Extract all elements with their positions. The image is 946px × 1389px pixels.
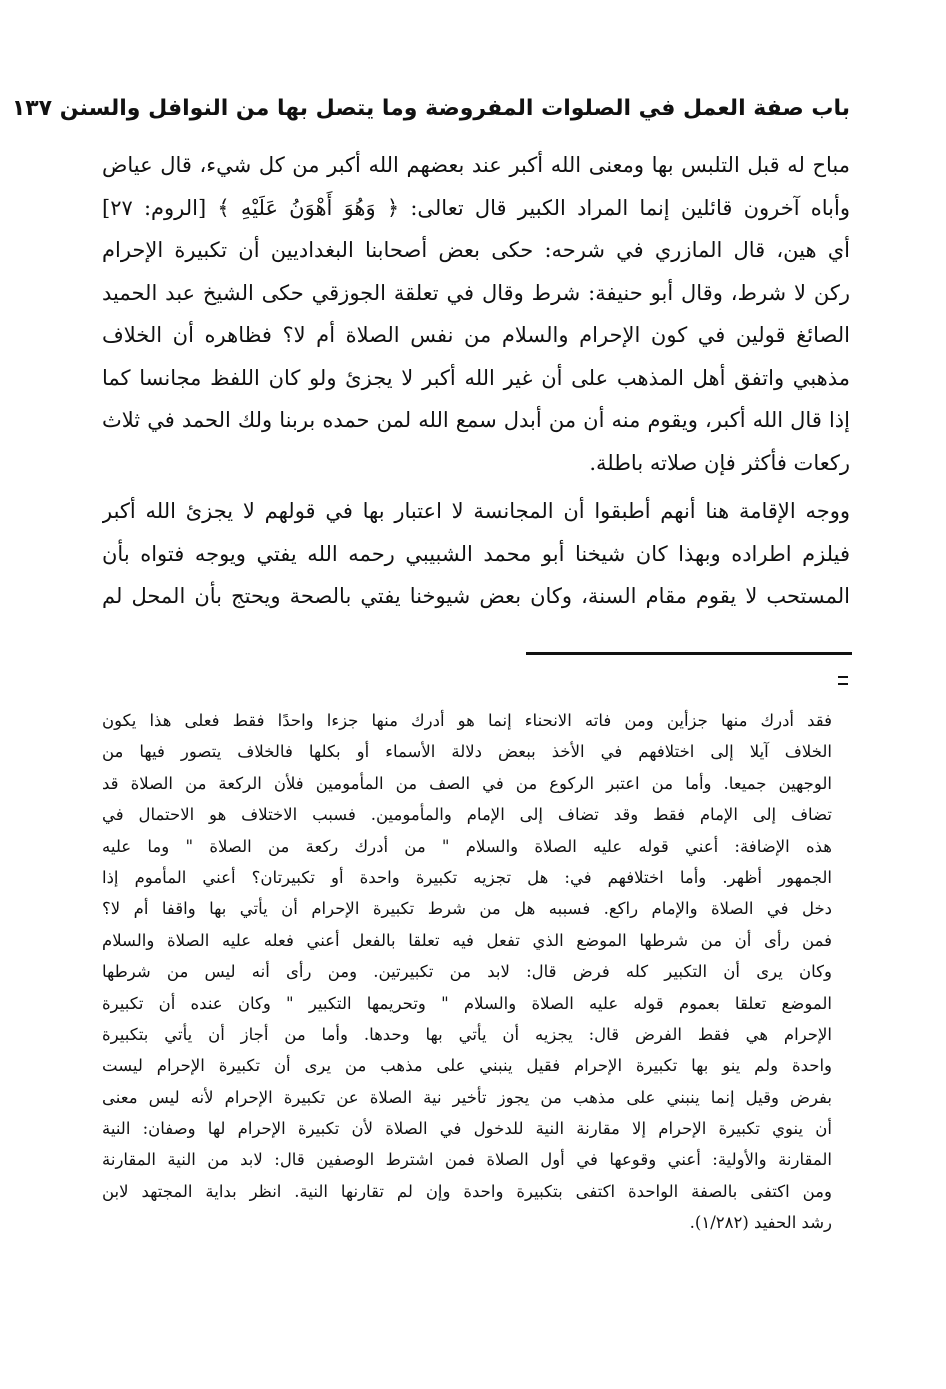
- footnote-line: وكان يرى أن التكبير كله فرض قال: لابد من تكبيرتين. ومن رأى أنه ليس من شرطها: [102, 962, 832, 982]
- footnote-line: الوجهين جميعا. وأما من اعتبر الركوع من في الصف من المأمومين فلأن الركعة من الصلاة قد: [102, 773, 832, 793]
- main-line: أي هين، قال المازري في شرحه: حكى بعض أصحابنا البغداديين أن تكبيرة الإحرام: [102, 238, 850, 262]
- main-line: ووجه الإقامة هنا أنهم أطبقوا أن المجانسة لا اعتبار بها في قولهم لا يجزئ الله أكبر: [102, 499, 850, 523]
- main-text: [102, 144, 850, 618]
- footnote-line: رشد الحفيد (١/٢٨٢).: [689, 1213, 832, 1233]
- footnote-line: المقارنة والأولية: أعني وقوعها في أول الصلاة فمن اشترط الوصفين قال: لابد من النية المقارنة: [102, 1150, 832, 1170]
- main-line: إذا قال الله أكبر، ويقوم منه أن من أبدل سمع الله لمن حمده بربنا ولك الحمد في ثلاث: [102, 408, 850, 432]
- footnote-continuation-mark: [838, 676, 848, 685]
- main-line: ركعات فأكثر فإن صلاته باطلة.: [589, 450, 850, 475]
- footnote-line: أن ينوي تكبيرة الإحرام إلا مقارنة النية للدخول في الصلاة لأن تكبيرة الإحرام لها وصفان: النية: [102, 1119, 832, 1139]
- footnote-line: الموضع تعلقا بعموم قوله عليه الصلاة والسلام " وتحريمها التكبير " وكان عنده أن تكبيرة: [102, 993, 832, 1013]
- main-line: مباح له قبل التلبس بها ومعنى الله أكبر عند بعضهم الله أكبر من كل شيء، قال عياض: [102, 153, 850, 177]
- footnote-line: الإحرام هي فقط الفرض قال: يجزيه أن يأتي بها وحدها. وأما من أجاز أن يأتي بتكبيرة: [102, 1024, 832, 1044]
- footnote-line: هذه الإضافة: أعني قوله عليه الصلاة والسلام " من أدرك ركعة من الصلاة " وما عليه: [102, 836, 832, 856]
- footnote-line: فمن رأى أن من شرطها الموضع الذي تفعل فيه تعلقا بالفعل أعني فعله عليه الصلاة والسلام: [102, 930, 832, 950]
- footnote-line: ومن اكتفى بالصفة الواحدة اكتفى بتكبيرة واحدة وإن لم تقارنها النية. انظر بداية المجتهد لابن: [102, 1181, 832, 1201]
- footnote-line: فقد أدرك منها جزأين ومن فاته الانحناء إنما هو أدرك منها جزءا واحدًا فقط فعلى هذا يكون: [102, 711, 832, 730]
- main-line: الصائغ قولين في كون الإحرام والسلام من نفس الصلاة أم لا؟ فظاهره أن الخلاف: [102, 323, 850, 347]
- footnote-text: [102, 705, 832, 1239]
- footnote-line: بفرض وقيل إنما ينبني على مذهب من يجوز تأخير نية الصلاة عن تكبيرة الإحرام لأنه ليس معنى: [102, 1087, 832, 1107]
- main-line: فيلزم اطراده وبهذا كان شيخنا أبو محمد الشبيبي رحمه الله يفتي ويوجه فتواه بأن: [102, 541, 850, 566]
- footnote-line: تضاف إلى الإمام فقط وقد تضاف إلى الإمام والمأمومين. فسبب الاختلاف هو الاحتمال في: [102, 805, 832, 825]
- footnote-separator: [526, 652, 852, 655]
- main-line: وأباه آخرون قائلين إنما المراد الكبير قال تعالى: ﴿ وَهُوَ أَهْوَنُ عَلَيْهِ ﴾ [الروم: ٢٧]: [102, 195, 850, 220]
- main-line: مذهبي واتفق أهل المذهب على أن غير الله أكبر لا يجزئ ولو كان اللفظ مجانسا كما: [102, 365, 850, 390]
- main-line: ركن لا شرط، وقال أبو حنيفة: شرط وقال في تعلقة الجوزقي حكى الشيخ عبد الحميد: [102, 280, 850, 305]
- footnote-line: الجمهور أظهر. وأما اختلافهم في: هل تجزيه تكبيرة واحدة أو تكبيرتان؟ أعني المأموم إذا: [102, 867, 832, 887]
- footnote-line: الخلاف آيلا إلى اختلافهم في الأخذ ببعض دلالة الأسماء أو بكلها فالخلاف يتصور فيها من: [102, 742, 832, 762]
- footnote-line: واحدة ولم ينو بها تكبيرة الإحرام فقيل ينبني على مذهب من يرى أن تكبيرة الإحرام ليست: [102, 1056, 832, 1076]
- main-line: المستحب لا يقوم مقام السنة، وكان بعض شيوخنا يفتي بالصحة ويحتج بأن المحل لم: [102, 584, 850, 608]
- running-header: باب صفة العمل في الصلوات المفروضة وما يتصل بها من النوافل والسنن ١٣٧: [11, 96, 850, 121]
- footnote-line: دخل في الصلاة والإمام راكع. فسببه هل من شرط تكبيرة الإحرام أن يأتي بها واقفا أم لا؟: [102, 899, 832, 919]
